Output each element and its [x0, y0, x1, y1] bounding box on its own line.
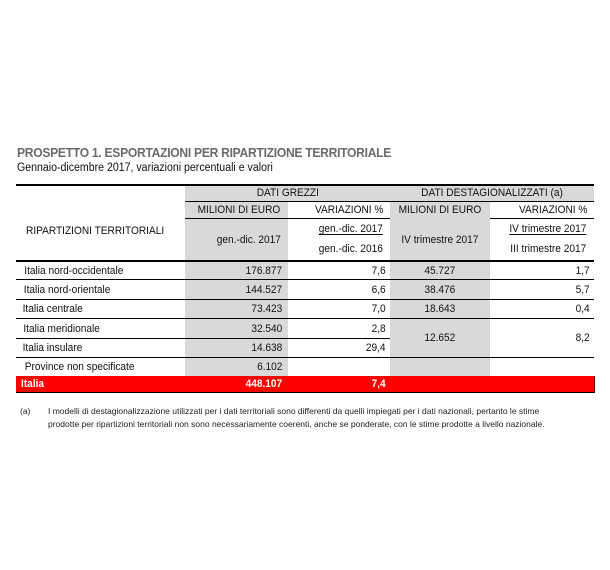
header-group-raw: DATI GREZZI	[256, 186, 319, 199]
header-sa-change-den: III trimestre 2017	[510, 243, 587, 255]
sa-values: 38.476	[424, 284, 456, 296]
footnote-marker: (a)	[20, 406, 31, 416]
total-raw-change: 7,4	[371, 378, 386, 390]
raw-change: 6,6	[371, 284, 386, 296]
sa-change: 1,7	[575, 264, 590, 277]
raw-values: 176.877	[245, 264, 283, 277]
row-name: Italia insulare	[22, 342, 83, 354]
header-sa-change: VARIAZIONI %	[518, 203, 588, 216]
row-name: Italia nord-occidentale	[24, 264, 124, 277]
raw-change: 29,4	[365, 342, 386, 354]
total-name: Italia	[21, 378, 45, 390]
merged-south-islands-sa-values: 12.652	[424, 332, 456, 344]
header-raw-change-num: gen.-dic. 2017	[319, 223, 384, 235]
table-subtitle: Gennaio-dicembre 2017, variazioni percentuali e valori	[17, 162, 273, 174]
rule-row-1	[16, 279, 594, 280]
merged-south-islands-sa-change: 8,2	[575, 332, 590, 344]
header-sa-change-num: IV trimestre 2017	[509, 223, 587, 235]
row-name: Province non specificate	[24, 361, 135, 373]
sa-values: 18.643	[424, 303, 456, 315]
header-sa-values: MILIONI DI EURO	[398, 203, 482, 216]
raw-values: 73.423	[251, 303, 283, 315]
row-name: Italia nord-orientale	[23, 284, 111, 296]
total-row	[16, 376, 595, 393]
row-name: Italia meridionale	[23, 322, 100, 335]
header-sa-values-period: IV trimestre 2017	[401, 233, 479, 246]
rule-under-units-sachg	[490, 218, 594, 219]
header-raw-values-period: gen.-dic. 2017	[217, 233, 282, 246]
header-raw-change-den: gen.-dic. 2016	[319, 243, 384, 255]
header-raw-values: MILIONI DI EURO	[197, 203, 281, 216]
header-group-sa: DATI DESTAGIONALIZZATI (a)	[421, 186, 563, 199]
raw-change: 2,8	[371, 322, 386, 335]
raw-change: 7,0	[371, 303, 386, 315]
footnote-line-1: I modelli di destagionalizzazione utilizzati per i dati territoriali sono differenti da quelli impiegati per i dati nazionali, pertanto le stime	[48, 406, 540, 416]
raw-change	[288, 358, 390, 376]
exports-table	[16, 184, 594, 394]
header-row-label: RIPARTIZIONI TERRITORIALI	[26, 224, 165, 237]
raw-values: 144.527	[245, 284, 283, 296]
raw-change: 7,6	[371, 264, 386, 277]
rule-under-units-rawchg	[288, 218, 390, 219]
raw-values: 6.102	[257, 361, 283, 373]
sa-change: 5,7	[575, 284, 590, 296]
row-name: Italia centrale	[22, 303, 83, 315]
header-raw-change: VARIAZIONI %	[314, 203, 384, 216]
sa-values: 45.727	[424, 264, 456, 277]
footnote-line-2: prodotte per ripartizioni territoriali non sono necessariamente coerenti, anche se ponderate, con le stime prodotte a livello nazionale.	[48, 419, 545, 429]
raw-values: 32.540	[251, 322, 283, 335]
raw-values: 14.638	[251, 342, 283, 354]
sa-change: 0,4	[575, 303, 590, 315]
table-title: PROSPETTO 1. ESPORTAZIONI PER RIPARTIZIONE TERRITORIALE	[17, 145, 392, 160]
total-raw-values: 448.107	[245, 378, 283, 390]
